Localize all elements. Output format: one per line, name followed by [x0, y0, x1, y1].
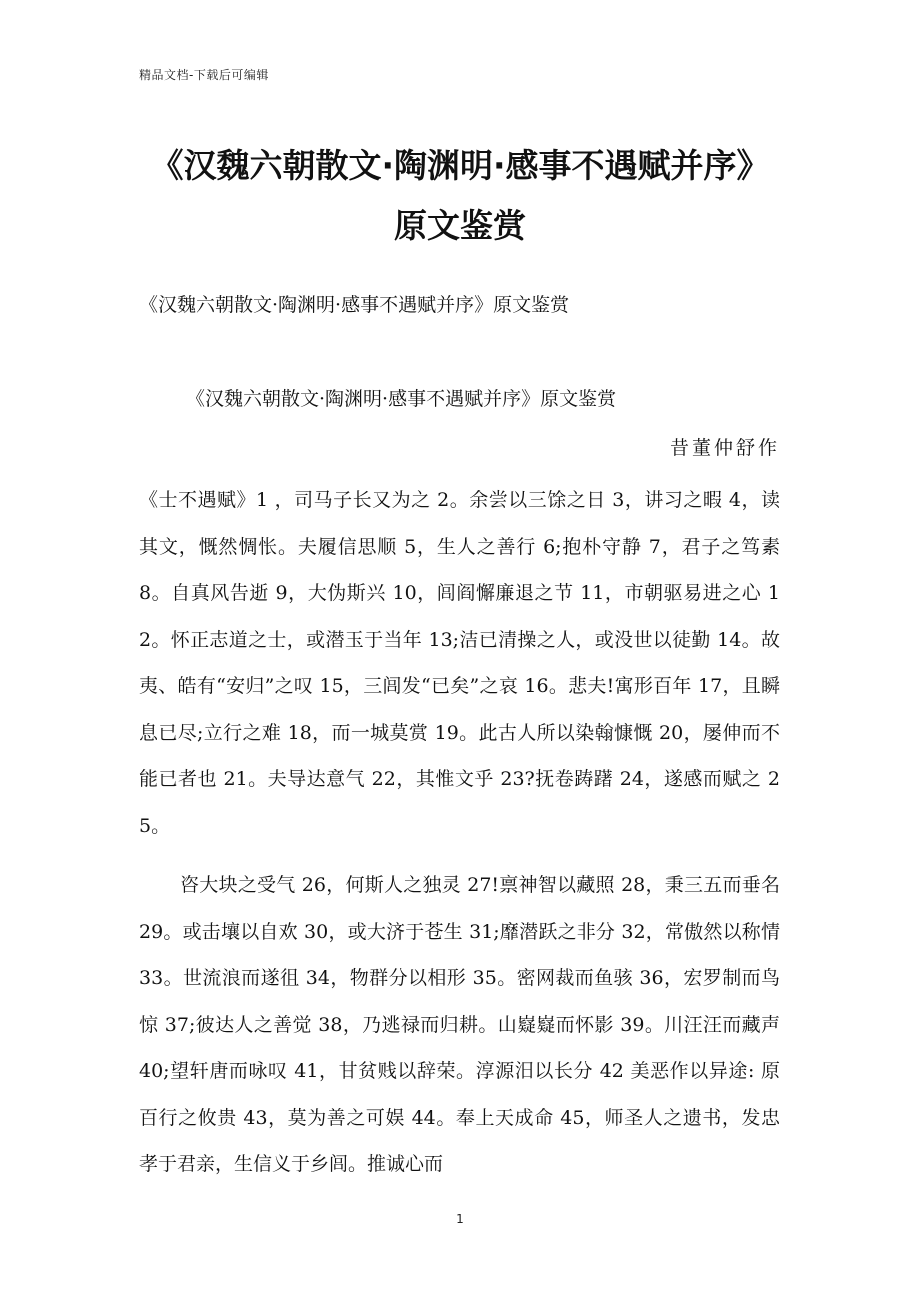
- page-number: 1: [456, 1212, 464, 1226]
- paragraph-body: 咨大块之受气 26，何斯人之独灵 27!禀神智以藏照 28，秉三五而垂名 29。或击壤以自欢 30，或大济于苍生 31;靡潜跃之非分 32，常傲然以称情 33。世流浪而遂徂 34，物群分以相形 35。密网裁而鱼骇 36，宏罗制而鸟惊 37;彼达人之善觉 38，乃逃禄而归耕。山嶷嶷而怀影 39。川汪汪而藏声 40;望轩唐而咏叹 41，甘贫贱以辞荣。淳源汨以长分 42 美恶作以异途: 原百行之攸贵 43，莫为善之可娱 44。奉上天成命 45，师圣人之遗书，发忠孝于君亲，生信义于乡闾。推诚心而: [139, 874, 780, 1175]
- author-line: 昔董仲舒作: [669, 437, 780, 459]
- document-title-line-2: 原文鉴赏: [394, 206, 526, 245]
- paragraph-preface: 《士不遇赋》1 ，司马子长又为之 2。余尝以三馀之日 3，讲习之暇 4，读其文，慨然惆怅。夫履信思顺 5，生人之善行 6;抱朴守静 7，君子之笃素 8。自真风告逝 9，大伪斯兴 10，闾阎懈廉退之节 11，市朝驱易进之心 12。怀正志道之士，或潜玉于当年 13;洁已清操之人，或没世以徒勤 14。故夷、皓有“安归”之叹 15，三闾发“已矣”之哀 16。悲夫!寓形百年 17，且瞬息已尽;立行之难 18，而一城莫赏 19。此古人所以染翰慷慨 20，屡伸而不能已者也 21。夫导达意气 22，其惟文乎 23?抚卷踌躇 24，遂感而赋之 25。: [139, 489, 780, 837]
- document-subtitle: 《汉魏六朝散文·陶渊明·感事不遇赋并序》原文鉴赏: [139, 294, 570, 316]
- section-title: 《汉魏六朝散文·陶渊明·感事不遇赋并序》原文鉴赏: [186, 388, 617, 410]
- header-note: 精品文档-下载后可编辑: [139, 68, 269, 82]
- document-title-line-1: 《汉魏六朝散文·陶渊明·感事不遇赋并序》: [150, 146, 770, 185]
